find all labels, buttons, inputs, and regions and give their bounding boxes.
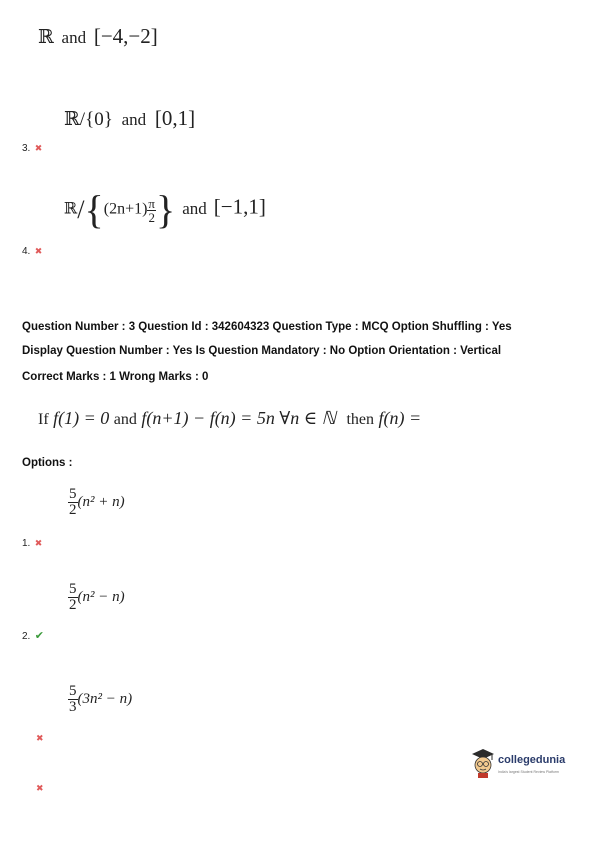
cross-icon: ✖ <box>36 734 44 744</box>
prev-option3-marker <box>22 138 42 156</box>
set-symbol: ℝ <box>38 27 54 48</box>
logo-tagline: India's largest Student Review Platform <box>498 770 559 774</box>
stem-then: then <box>346 411 374 428</box>
slash: / <box>77 195 85 224</box>
collegedunia-logo <box>470 748 588 782</box>
option-1-marker <box>22 533 42 551</box>
option-number: 4. <box>22 246 31 257</box>
stem-if: If <box>38 411 49 428</box>
question-meta-line2: Display Question Number : Yes Is Question Mandatory : No Option Orientation : Vertical <box>22 345 502 357</box>
question-stem <box>38 408 421 429</box>
option-expression: (n² − n) <box>77 588 125 605</box>
prev-option3-math <box>64 106 195 131</box>
inner-expression: (2n+1) <box>103 200 148 218</box>
left-brace: { <box>84 187 104 232</box>
option-number: 2. <box>22 631 31 642</box>
interval: [−1,1] <box>213 194 266 219</box>
option-expression: (3n² − n) <box>77 690 133 707</box>
prev-option4-math <box>64 187 266 232</box>
options-label: Options : <box>22 457 73 469</box>
prev-option4-marker <box>22 241 42 259</box>
option-2-math <box>68 582 125 613</box>
option-number: 3. <box>22 143 31 154</box>
and-word: and <box>61 28 87 47</box>
fraction: $\frac{5}{3}$ <box>69 683 77 715</box>
option-expression: (n² + n) <box>77 493 125 510</box>
cross-icon: ✖ <box>34 144 43 154</box>
set-symbol: ℝ <box>64 200 78 218</box>
interval: [−4,−2] <box>93 24 158 48</box>
option-4-marker <box>36 778 44 796</box>
option-3-marker <box>36 728 44 746</box>
option-number: 1. <box>22 538 31 549</box>
cross-icon: ✖ <box>34 539 43 549</box>
fraction: $\frac{5}{2}$ <box>69 581 77 613</box>
stem-ask: f(n) = <box>378 408 422 428</box>
question-meta-line1: Question Number : 3 Question Id : 342604323 Question Type : MCQ Option Shuffling : Yes <box>22 321 512 333</box>
stem-condition2: f(n+1) − f(n) = 5n ∀n ∈ ℕ <box>141 408 336 428</box>
option-3-math <box>68 684 132 715</box>
and-word: and <box>121 110 147 129</box>
interval: [0,1] <box>154 106 196 130</box>
option-1-math <box>68 487 125 518</box>
graduate-mascot-icon <box>470 748 496 778</box>
right-brace: } <box>156 187 176 232</box>
cross-icon: ✖ <box>36 784 44 794</box>
stem-and: and <box>113 411 137 428</box>
pi-over-two: $\frac{\pi}{2}$ <box>148 195 155 225</box>
logo-name: collegedunia <box>498 754 566 766</box>
fraction: $\frac{5}{2}$ <box>69 486 77 518</box>
set-expression: ℝ/{0} <box>64 109 113 130</box>
question-meta-line3: Correct Marks : 1 Wrong Marks : 0 <box>22 371 209 383</box>
prev-option2-math <box>38 24 158 49</box>
and-word: and <box>182 198 207 218</box>
cross-icon: ✖ <box>34 247 43 257</box>
stem-condition1: f(1) = 0 <box>53 408 110 428</box>
check-icon: ✔ <box>34 629 45 642</box>
option-2-marker <box>22 626 44 644</box>
